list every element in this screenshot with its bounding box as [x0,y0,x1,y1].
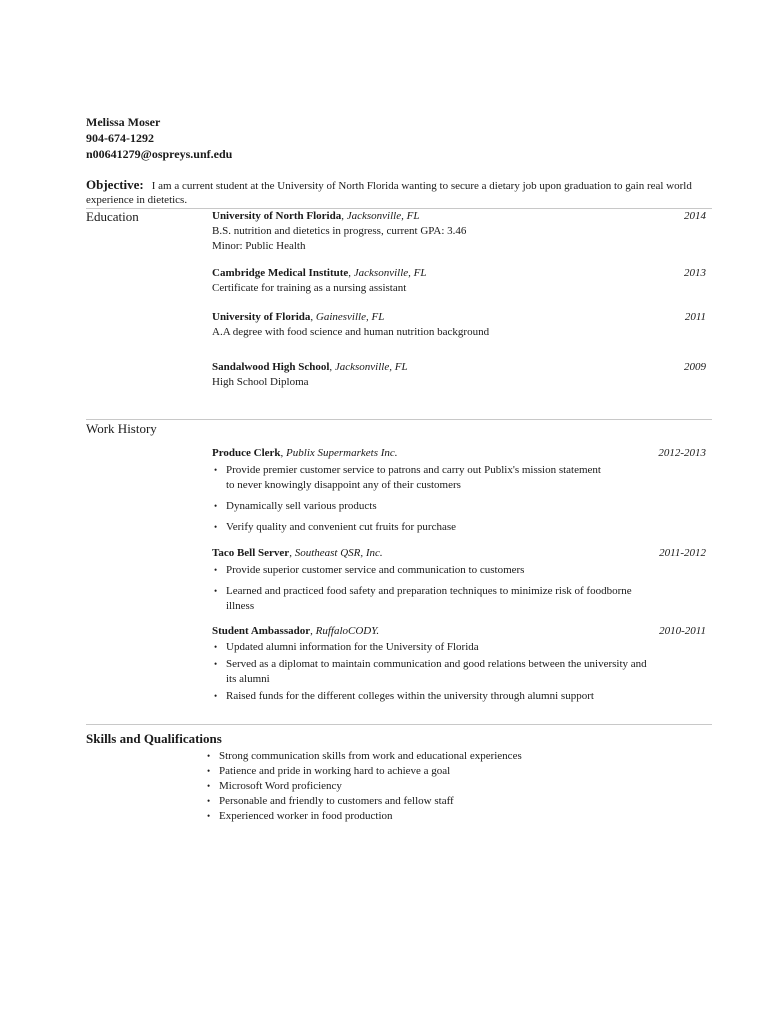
work-bullet: • Learned and practiced food safety and preparation techniques to minimize risk of foodborne illness [212,584,632,614]
work-entry: Taco Bell Server, Southeast QSR, Inc. 2011-2012 • Provide superior customer service and communication to customers • Learned and practiced food safety and preparation techniques to minimize risk of foodborne illness [212,546,706,620]
work-position: Produce Clerk [212,447,281,459]
work-entry: Student Ambassador, RuffaloCODY. 2010-2011 • Updated alumni information for the University of Florida • Served as a diplomat to maintain communication and good relations between the university and its alumni • Raised funds for the different colleges within the university through alumni support [212,624,706,704]
skill-item: • Microsoft Word proficiency [205,779,705,794]
applicant-phone: 904-674-1292 [86,131,154,145]
education-entry: Sandalwood High School, Jacksonville, FL 2009 High School Diploma [212,361,706,388]
education-org: Cambridge Medical Institute [212,267,349,279]
work-history-title: Work History [86,421,157,436]
skills-list [205,749,705,824]
work-employer: RuffaloCODY. [315,625,380,637]
work-bullet: • Provide premier customer service to patrons and carry out Publix's mission statement to never knowingly disappoint any of their customers [212,463,612,493]
applicant-email: n00641279@ospreys.unf.edu [86,147,233,161]
education-year: 2013 [684,267,706,279]
education-entry: University of Florida, Gainesville, FL 2011 A.A degree with food science and human nutrition background [212,311,706,338]
education-location: Jacksonville, FL [346,210,420,222]
applicant-name: Melissa Moser [86,115,161,129]
education-year: 2009 [684,361,706,373]
skill-item: • Personable and friendly to customers and fellow staff [205,794,705,809]
work-bullet: • Provide superior customer service and communication to customers [212,563,632,578]
work-bullet: • Verify quality and convenient cut fruits for purchase [212,520,612,535]
education-detail: Minor: Public Health [212,240,306,252]
education-entry: University of North Florida, Jacksonville, FL 2014 B.S. nutrition and dietetics in progress, current GPA: 3.46 Minor: Public Health [212,210,706,252]
education-year: 2011 [684,311,706,323]
skill-item: • Experienced worker in food production [205,809,705,824]
education-location: Gainesville, FL [315,311,385,323]
education-detail: B.S. nutrition and dietetics in progress, current GPA: 3.46 [212,225,467,237]
work-dates: 2011-2012 [659,547,706,559]
education-org: Sandalwood High School [212,361,330,373]
education-location: Jacksonville, FL [334,361,408,373]
education-location: Jacksonville, FL [353,267,427,279]
work-bullet: • Served as a diplomat to maintain communication and good relations between the university and its alumni [212,657,652,687]
work-bullet: • Dynamically sell various products [212,499,612,514]
education-org: University of North Florida [212,210,342,222]
skills-title: Skills and Qualifications [86,731,222,746]
education-detail: A.A degree with food science and human nutrition background [212,326,490,338]
divider [86,419,712,420]
work-bullet: • Updated alumni information for the University of Florida [212,640,652,655]
education-detail: High School Diploma [212,376,309,388]
work-entry: Produce Clerk, Publix Supermarkets Inc. 2012-2013 • Provide premier customer service to patrons and carry out Publix's mission statement to never knowingly disappoint any of their customers • Dynamically sell various products • Verify quality and convenient cut fruits for purchase [212,446,706,541]
skill-item: • Strong communication skills from work and educational experiences [205,749,705,764]
divider [86,724,712,725]
education-year: 2014 [684,210,706,222]
work-position: Student Ambassador [212,625,311,637]
work-position: Taco Bell Server [212,547,290,559]
work-dates: 2010-2011 [659,625,706,637]
skill-item: • Patience and pride in working hard to achieve a goal [205,764,705,779]
education-title: Education [86,209,139,224]
education-entry: Cambridge Medical Institute, Jacksonville, FL 2013 Certificate for training as a nursing assistant [212,267,706,294]
work-employer: Southeast QSR, Inc. [294,547,383,559]
objective-section [86,178,706,207]
education-detail: Certificate for training as a nursing assistant [212,282,407,294]
work-dates: 2012-2013 [658,447,706,459]
work-bullet: • Raised funds for the different colleges within the university through alumni support [212,689,652,704]
objective-label: Objective: [86,177,144,192]
education-org: University of Florida [212,311,311,323]
contact-header [86,114,232,162]
work-employer: Publix Supermarkets Inc. [286,447,398,459]
objective-text: I am a current student at the University of North Florida wanting to secure a dietary job upon graduation to gain real world experience in dietetics. [86,180,692,206]
